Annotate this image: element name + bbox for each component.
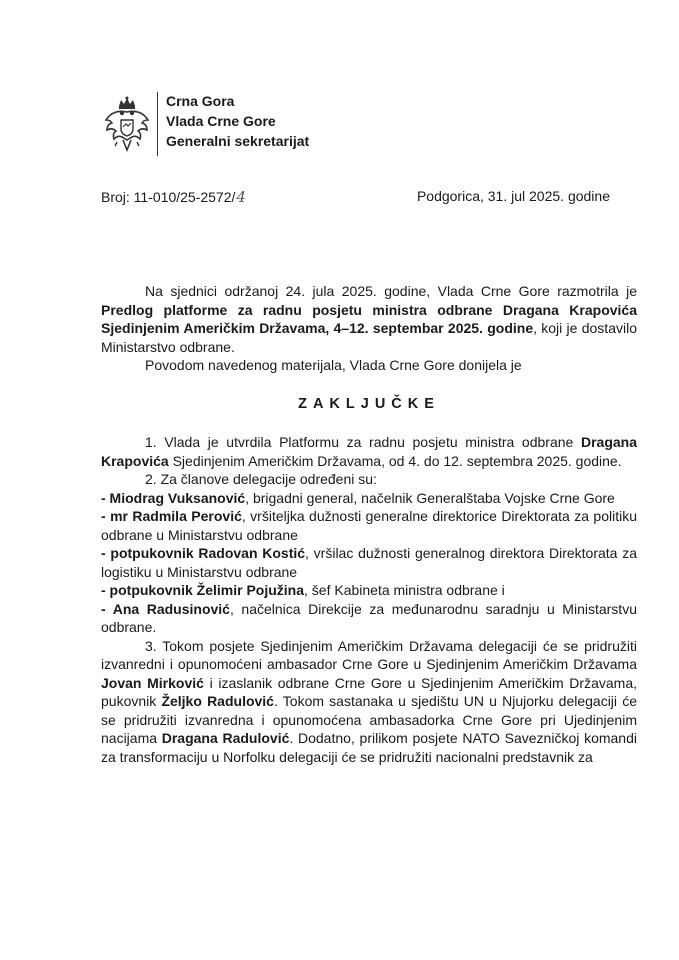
- delegate-name: - Ana Radusinović: [101, 600, 230, 617]
- intro-paragraph: [101, 282, 637, 356]
- delegate-item: [101, 507, 637, 544]
- intro-text-end: , koji je dostavilo Ministarstvo odbrane.: [101, 320, 637, 355]
- delegate-role: , vršiteljka dužnosti generalne direktorice Direktorata za politiku odbrane u Ministarstvu odbrane: [101, 508, 637, 543]
- item3-bold-ambassador: Jovan Mirković: [101, 674, 204, 691]
- delegate-name: - Miodrag Vuksanović: [101, 489, 246, 506]
- conclusion-item-2-intro: 2. Za članove delegacije određeni su:: [145, 471, 377, 487]
- item1-bold-name: Dragana Krapovića: [101, 434, 637, 469]
- delegate-role: , brigadni general, načelnik Generalštaba Vojske Crne Gore: [245, 489, 615, 506]
- delegate-role: , šef Kabineta ministra odbrane i: [304, 582, 505, 598]
- delegate-item: [101, 544, 637, 581]
- delegate-name: - potpukovnik Želimir Pojužina: [101, 582, 305, 598]
- delegate-item: [101, 581, 637, 600]
- conclusion-item-1: [101, 433, 637, 470]
- intro-bold-subject: Predlog platforme za radnu posjetu ministra odbrane Dragana Krapovića Sjedinjenim Američkim Državama, 4–12. septembar 2025. godine: [101, 301, 637, 336]
- delegate-item: [101, 489, 637, 508]
- item1-text-end: Sjedinjenim Američkim Državama, od 4. do 12. septembra 2025. godine.: [168, 452, 622, 469]
- item1-text: 1. Vlada je utvrdila Platformu za radnu posjetu ministra odbrane: [145, 434, 581, 450]
- item3-bold-attache: Željko Radulović: [161, 693, 274, 709]
- header-divider: [157, 92, 158, 156]
- document-body: [101, 282, 637, 766]
- delegate-role: , načelnica Direkcije za međunarodnu saradnju u Ministarstvu odbrane.: [101, 600, 637, 635]
- issuer-country: Crna Gora: [166, 93, 235, 109]
- intro-text: Na sjednici održanoj 24. jula 2025. godine, Vlada Crne Gore razmotrila je: [145, 283, 637, 299]
- document-number-label: Broj: 11-010/25-2572/: [101, 189, 236, 205]
- item3-text-2: i izaslanik odbrane Crne Gore u Sjedinjenim Američkim Državama, pukovnik: [101, 674, 637, 709]
- conclusion-item-3: [101, 637, 637, 767]
- delegate-name: - mr Radmila Perović: [101, 508, 242, 524]
- delegate-name: - potpukovnik Radovan Kostić: [101, 545, 306, 561]
- item3-text-4: . Dodatno, prilikom posjete NATO Savezničkoj komandi za transformaciju u Norfolku delegaciji će se pridružiti nacionalni predstavnik za: [101, 730, 637, 765]
- montenegro-coat-of-arms-icon: [103, 96, 151, 154]
- issuer-secretariat: Generalni sekretarijat: [166, 133, 310, 149]
- issuer-government: Vlada Crne Gore: [166, 113, 276, 129]
- item3-text-3: . Tokom sastanaka u sjedištu UN u Njujorku delegaciji će se pridružiti izvanredna i opunomoćena ambasadorka Crne Gore pri Ujedinjenim nacijama: [101, 693, 637, 746]
- handwritten-number: 4: [236, 188, 246, 206]
- document-number: [101, 188, 246, 206]
- item3-bold-un-ambassador: Dragana Radulović: [161, 730, 290, 746]
- conclusions-title: ZAKLJUČKE: [298, 395, 440, 412]
- place-and-date: Podgorica, 31. jul 2025. godine: [416, 188, 610, 204]
- intro-paragraph-2: Povodom navedenog materijala, Vlada Crne Gore donijela je: [145, 357, 522, 373]
- delegate-item: [101, 600, 637, 637]
- issuer-block: [166, 91, 309, 151]
- delegate-role: , vršilac dužnosti generalnog direktora Direktorata za logistiku u Ministarstvu odbrane: [101, 545, 637, 580]
- item3-text: 3. Tokom posjete Sjedinjenim Američkim Državama delegaciji će se pridružiti izvanredni i opunomoćeni ambasador Crne Gore u Sjedinjenim Američkim Državama: [101, 637, 637, 672]
